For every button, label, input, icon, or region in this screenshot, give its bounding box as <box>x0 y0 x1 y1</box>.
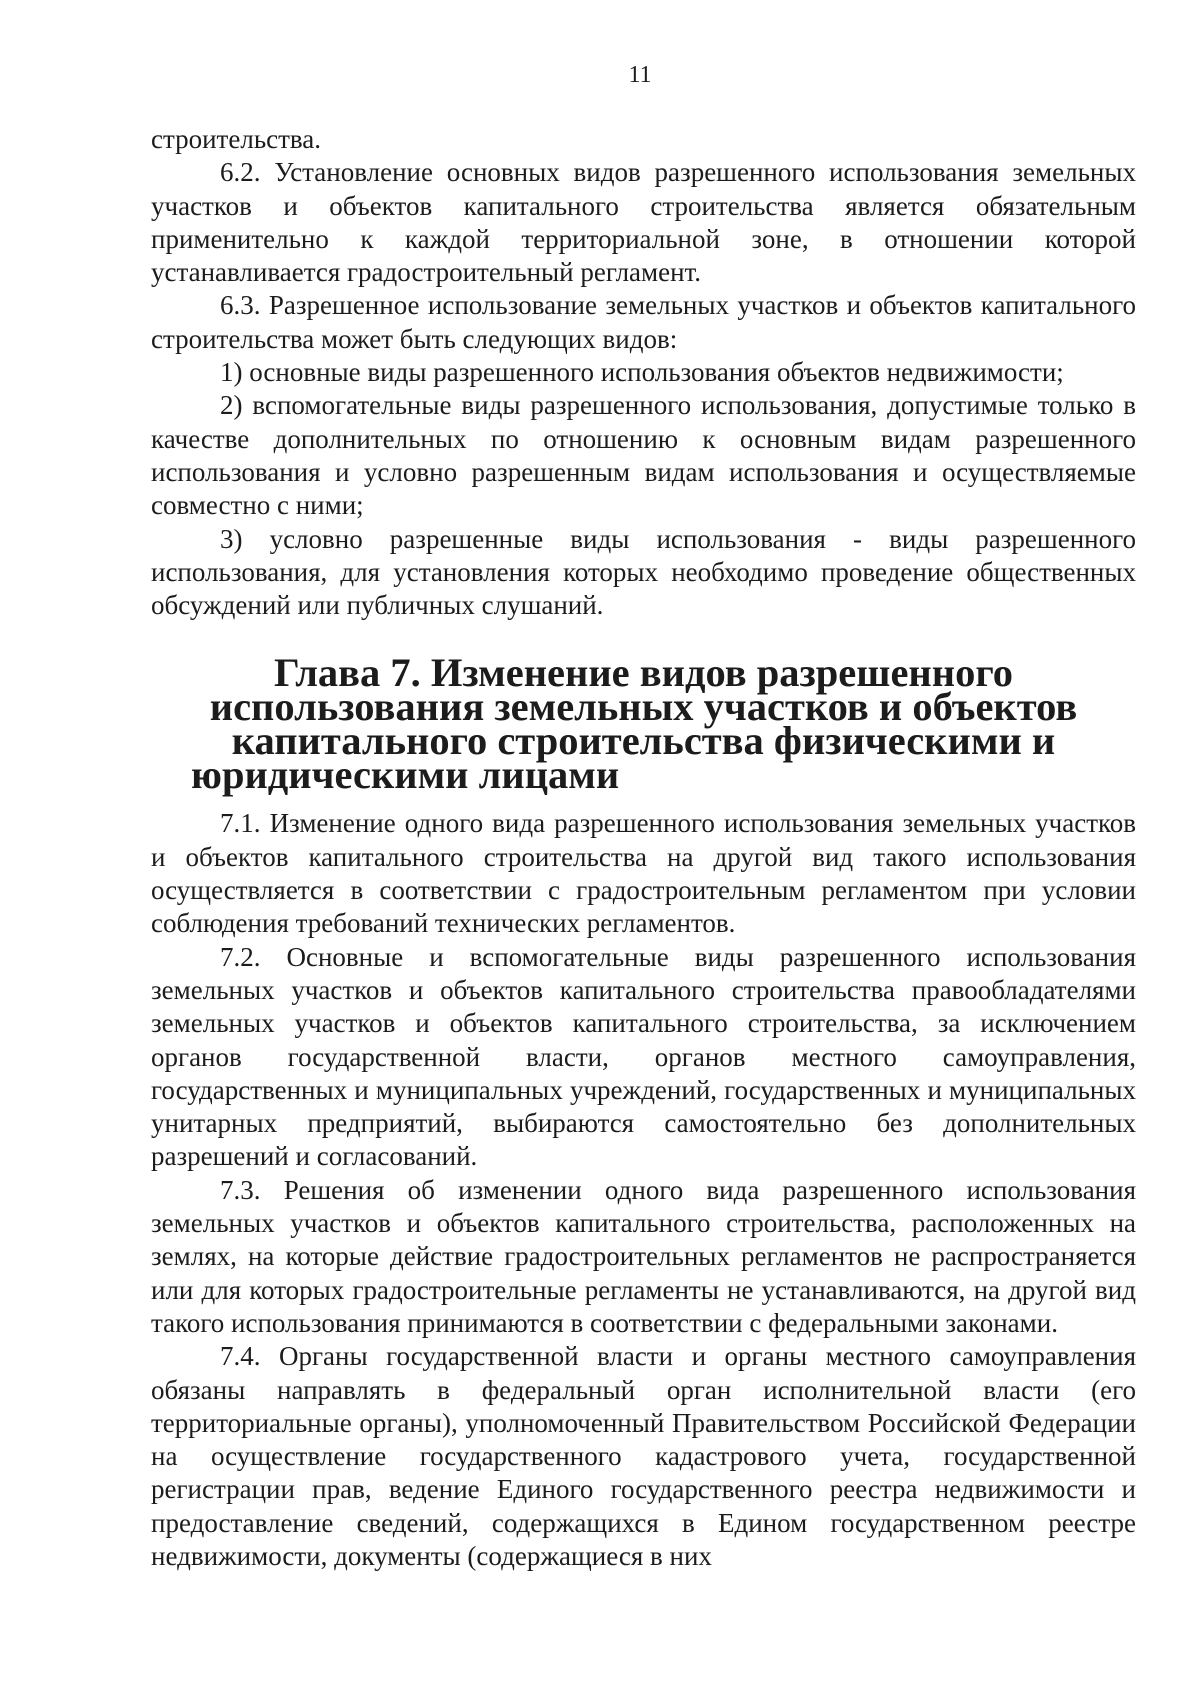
list-item-1: 1) основные виды разрешенного использования объектов недвижимости; <box>220 357 1064 388</box>
paragraph-6-2: 6.2. Установление основных видов разрешенного использования земельных участков и объектов капитального строительства является обязательным применительно к каждой территориальной зоне, в отношении которой устанавливается градостроительный регламент. <box>151 157 1136 288</box>
chapter-title: Глава 7. Изменение видов разрешенного использования земельных участков и объектов капитального строительства физическими и юридическими лицами <box>191 650 1078 798</box>
paragraph-7-2: 7.2. Основные и вспомогательные виды разрешенного использования земельных участков и объектов капитального строительства правообладателями земельных участков и объектов капитального строительства, за исключением органов государственной власти, органов местного самоуправления, государственных и муниципальных учреждений, государственных и муниципальных унитарных предприятий, выбираются самостоятельно без дополнительных разрешений и согласований. <box>151 941 1136 1172</box>
list-item-3: 3) условно разрешенные виды использования - виды разрешенного использования, для установления которых необходимо проведение общественных обсуждений или публичных слушаний. <box>151 523 1136 621</box>
paragraph-7-4: 7.4. Органы государственной власти и органы местного самоуправления обязаны направлять в федеральный орган исполнительной власти (его территориальные органы), уполномоченный Правительством Российской Федерации на осуществление государственного кадастрового учета, государственной регистрации прав, ведение Единого государственного реестра недвижимости и предоставление сведений, содержащихся в Едином государственном реестре недвижимости, документы (содержащиеся в них <box>151 1341 1136 1571</box>
paragraph-continuation: строительства. <box>151 124 322 154</box>
paragraph-7-1: 7.1. Изменение одного вида разрешенного использования земельных участков и объектов капитального строительства на другой вид такого использования осуществляется в соответствии с градостроительным регламентом при условии соблюдения требований технических регламентов. <box>151 808 1136 939</box>
paragraph-7-3: 7.3. Решения об изменении одного вида разрешенного использования земельных участков и объектов капитального строительства, расположенных на землях, на которые действие градостроительных регламентов не распространяется или для которых градостроительные регламенты не устанавливаются, на другой вид такого использования принимаются в соответствии с федеральными законами. <box>151 1174 1136 1338</box>
list-item-2: 2) вспомогательные виды разрешенного использования, допустимые только в качестве дополнительных по отношению к основным видам разрешенного использования и условно разрешенным видам использования и осуществляемые совместно с ними; <box>151 390 1136 521</box>
paragraph-6-3: 6.3. Разрешенное использование земельных участков и объектов капитального строительства может быть следующих видов: <box>151 290 1136 354</box>
page-number: 11 <box>628 62 652 88</box>
document-body <box>151 123 1136 1573</box>
